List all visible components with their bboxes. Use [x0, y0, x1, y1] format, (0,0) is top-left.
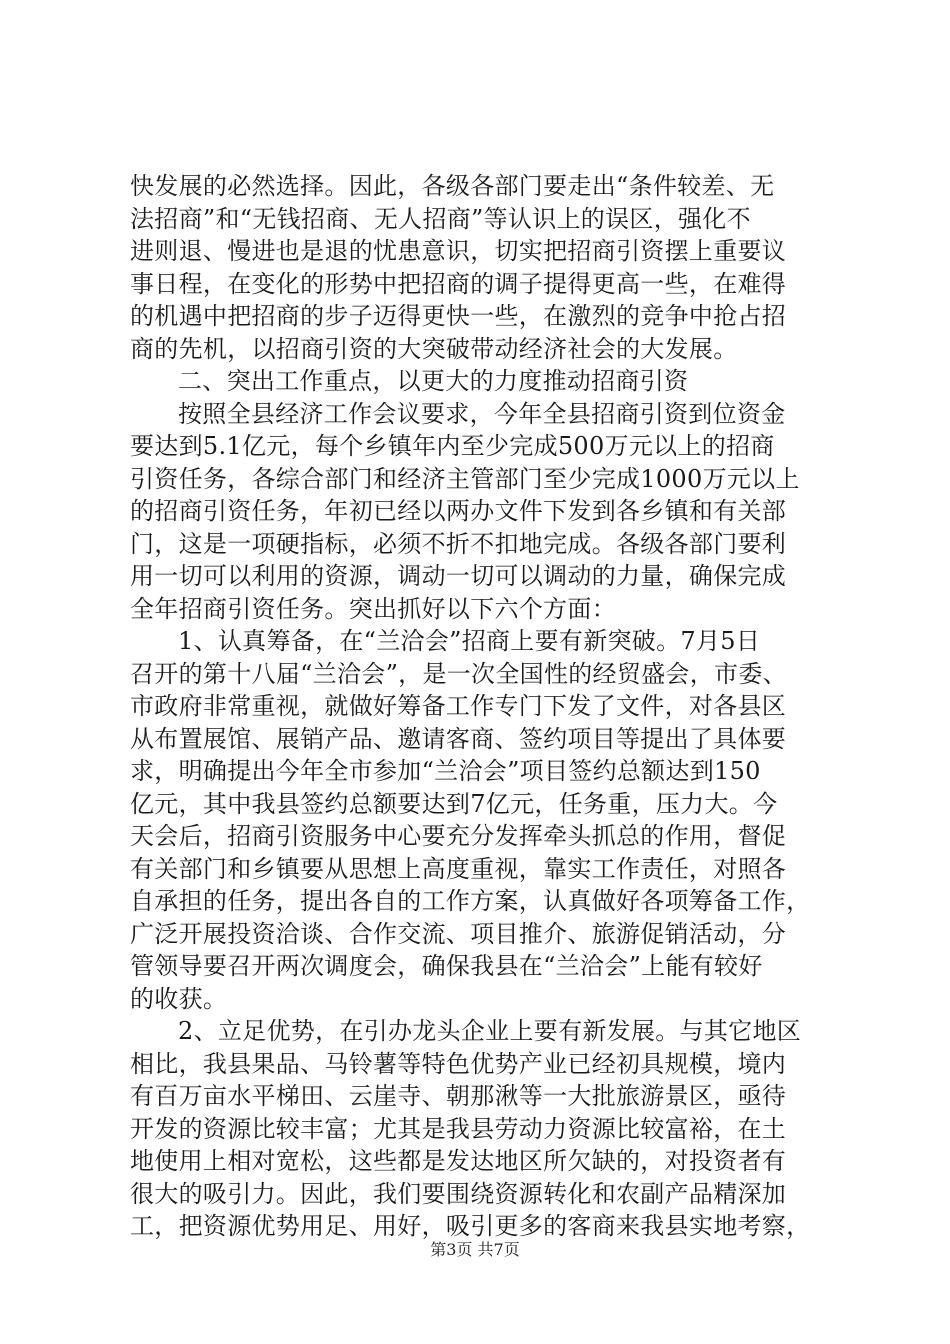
text-line: 事日程，在变化的形势中把招商的调子提得更高一些，在难得: [130, 269, 787, 298]
text-line: 按照全县经济工作会议要求，今年全县招商引资到位资金: [178, 399, 786, 428]
text-line: 进则退、慢进也是退的忧患意识，切实把招商引资摆上重要议: [130, 237, 787, 265]
text-line: 的机遇中把招商的步子迈得更快一些，在激烈的竞争中抢占招: [130, 302, 787, 330]
text-line: 很大的吸引力。因此，我们要围绕资源转化和农副产品精深加: [130, 1179, 787, 1208]
text-line: 门，这是一项硬指标，必须不折不扣地完成。各级各部门要利: [130, 529, 787, 558]
text-line: 开发的资源比较丰富；尤其是我县劳动力资源比较富裕，在土: [130, 1114, 787, 1143]
text-line: 法招商”和“无钱招商、无人招商”等认识上的误区，强化不: [130, 204, 751, 233]
text-line: 的收获。: [130, 984, 228, 1013]
text-line: 天会后，招商引资服务中心要充分发挥牵头抓总的作用，督促: [130, 822, 787, 850]
text-line: 广泛开展投资洽谈、合作交流、项目推介、旅游促销活动，分: [130, 919, 787, 948]
text-line: 工，把资源优势用足、用好，吸引更多的客商来我县实地考察，: [130, 1212, 811, 1240]
body-text: [130, 170, 830, 1243]
text-line: 要达到5.1亿元，每个乡镇年内至少完成500万元以上的招商: [130, 432, 775, 460]
text-line: 有关部门和乡镇要从思想上高度重视，靠实工作责任，对照各: [130, 854, 787, 883]
text-line: 从布置展馆、展销产品、邀请客商、签约项目等提出了具体要: [130, 724, 787, 753]
text-line: 引资任务，各综合部门和经济主管部门至少完成1000万元以上: [130, 464, 800, 493]
text-line: 相比，我县果品、马铃薯等特色优势产业已经初具规模，境内: [130, 1049, 787, 1078]
text-line: 2、立足优势，在引办龙头企业上要有新发展。与其它地区: [178, 1017, 802, 1045]
text-line: 用一切可以利用的资源，调动一切可以调动的力量，确保完成: [130, 562, 787, 590]
text-line: 商的先机，以招商引资的大突破带动经济社会的大发展。: [130, 334, 738, 363]
section-heading: 二、突出工作重点，以更大的力度推动招商引资: [178, 367, 689, 395]
text-line: 管领导要召开两次调度会，确保我县在“兰洽会”上能有较好: [130, 952, 763, 980]
text-line: 快发展的必然选择。因此，各级各部门要走出“条件较差、无: [130, 172, 775, 200]
page-number-footer: 第3页 共7页: [430, 1240, 520, 1259]
text-line: 地使用上相对宽松，这些都是发达地区所欠缺的，对投资者有: [130, 1147, 787, 1175]
text-line: 全年招商引资任务。突出抓好以下六个方面：: [130, 594, 616, 623]
text-line: 的招商引资任务，年初已经以两办文件下发到各乡镇和有关部: [130, 497, 787, 525]
text-line: 1、认真筹备，在“兰洽会”招商上要有新突破。7月5日: [178, 627, 761, 655]
text-line: 有百万亩水平梯田、云崖寺、朝那湫等一大批旅游景区，亟待: [130, 1082, 787, 1110]
text-line: 亿元，其中我县签约总额要达到7亿元，任务重，压力大。今: [130, 789, 778, 818]
text-line: 求，明确提出今年全市参加“兰洽会”项目签约总额达到150: [130, 757, 761, 785]
text-line: 自承担的任务，提出各自的工作方案，认真做好各项筹备工作，: [130, 887, 811, 915]
text-line: 召开的第十八届“兰洽会”，是一次全国性的经贸盛会，市委、: [130, 659, 787, 688]
text-line: 市政府非常重视，就做好筹备工作专门下发了文件，对各县区: [130, 692, 787, 720]
